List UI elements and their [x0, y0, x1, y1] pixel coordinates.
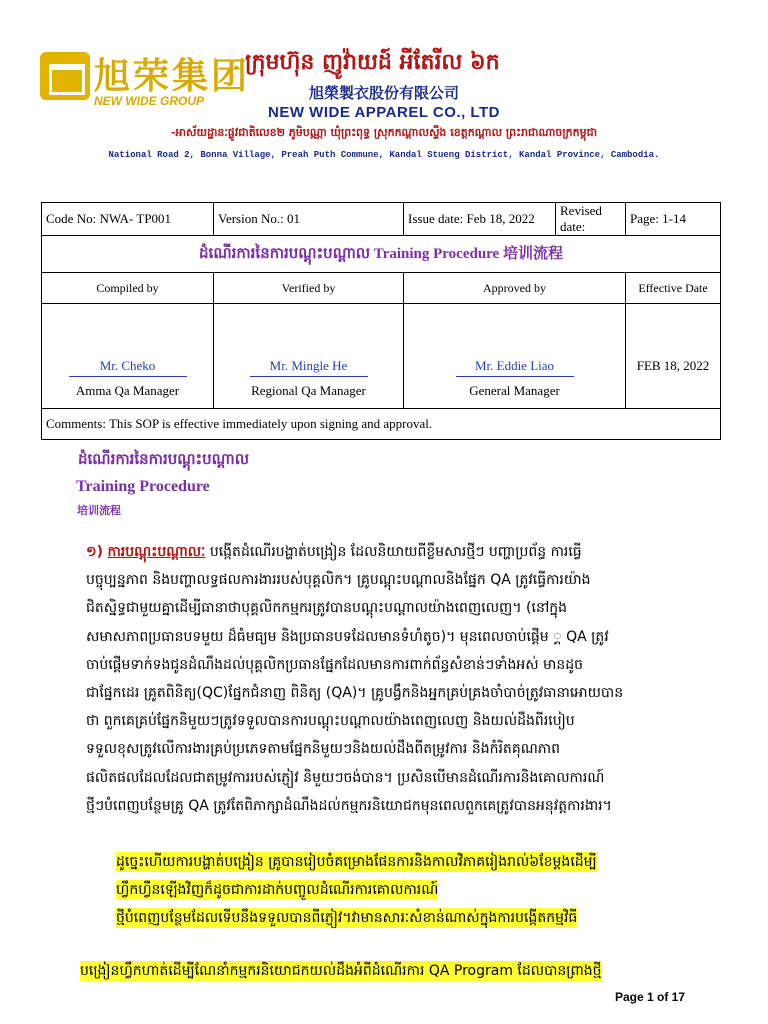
logo-english-text: NEW WIDE GROUP: [94, 94, 204, 108]
issue-date-cell: Issue date: Feb 18, 2022: [404, 203, 556, 236]
highlighted-text: ថ្មីបំពេញបន្ថែមដែលទើបនឹងទទួលបានពីភ្ញៀវ។វាមានសារៈសំខាន់ណាស់ក្នុងការបង្កើតកម្មវិធី: [116, 910, 578, 926]
company-name-english: NEW WIDE APPAREL CO., LTD: [268, 104, 500, 121]
code-number-cell: Code No: NWA- TP001: [42, 203, 214, 236]
compiled-by-role: Amma Qa Manager: [75, 383, 180, 398]
page-number: Page 1 of 17: [615, 990, 686, 1004]
approved-by-header: Approved by: [404, 273, 626, 304]
paragraph-line: ទទួលខុសត្រូវលើការងារគ្រប់ប្រភេទតាមផ្នែកនិមួយៗនិងយល់ដឹងពីតម្រូវការ និងកំរិតគុណភាព: [86, 741, 561, 758]
compiled-by-cell: [42, 304, 214, 409]
logo-chinese-text: 旭荣集团: [94, 56, 251, 97]
highlighted-line: [116, 908, 696, 929]
paragraph-line: ថា ពួកគេគ្រប់ផ្នែកនិមួយៗត្រូវទទួលបានការបណ្តុះបណ្តាលយ៉ាងពេញលេញ និងយល់ដឹងពីរបៀប: [86, 713, 575, 730]
highlighted-line: [116, 880, 696, 901]
section-heading-chinese: 培训流程: [77, 504, 121, 517]
highlighted-text: ហ្វឹកហ្វឺនឡើងវិញក៏ដូចជាការដាក់បញ្ចូលដំណើរការគោលការណ៍: [116, 882, 439, 898]
verified-by-cell: [214, 304, 404, 409]
comments-cell: Comments: This SOP is effective immediately upon signing and approval.: [42, 409, 721, 440]
table-row-meta: [42, 203, 721, 236]
approved-by-cell: [404, 304, 626, 409]
training-paragraph: [86, 538, 686, 820]
effective-date-value: FEB 18, 2022: [636, 358, 710, 373]
version-cell: Version No.: 01: [214, 203, 404, 236]
compiled-by-header: Compiled by: [42, 273, 214, 304]
verified-by-name: Mr. Mingle He: [250, 358, 368, 377]
document-control-table: [41, 202, 721, 440]
paragraph-line: សមាសភាពប្រធានបទមួយ ដ៏ធំមធ្យម និងប្រធានបទដែលមានទំហំតូច)។ មុនពេលចាប់ផ្តើម ្គ QA ត្រូវ: [86, 628, 609, 645]
highlighted-text: ដូច្នេះហើយការបង្ហាត់បង្រៀន គ្រូបានរៀបចំគម្រោងផែនការនិងកាលវិភាគរៀងរាល់៦ខែម្តងដើម្បី: [116, 854, 597, 870]
address-khmer: -អាស័យដ្ឋានៈផ្លូវជាតិលេខ២ ភូមិបណ្ណា ឃុំព្រះពុទ្ធ ស្រុកកណ្ដាលស្ទឹង ខេត្តកណ្ដាល ព្រះរាជាណាចក្រកម្ពុជា: [170, 126, 598, 139]
table-row-title: [42, 236, 721, 273]
paragraph-line: ថ្មីៗបំពេញបន្ថែមគ្រូ QA ត្រូវតែពិភាក្សាដំណឹងដល់កម្មករនិយោជកមុនពេលពួកគេត្រូវបានអនុវត្តការងារ។: [86, 797, 612, 814]
document-title-cell: ដំណើរការនៃការបណ្តុះបណ្តាល Training Procedure 培训流程: [42, 236, 721, 273]
paragraph-line: ចាប់ផ្តើមទាក់ទងជូនដំណឹងដល់បុគ្គលិកប្រធានផ្នែកដែលមានការពាក់ព័ន្ធសំខាន់ៗទាំងអស់ មានដូច: [86, 656, 584, 673]
table-row-signatures: [42, 304, 721, 409]
page-cell: Page: 1-14: [626, 203, 721, 236]
address-english: National Road 2, Bonna Village, Preah Puth Commune, Kandal Stueng District, Kandal Province, Cambodia.: [108, 150, 660, 160]
verified-by-role: Regional Qa Manager: [251, 383, 366, 398]
table-row-comments: [42, 409, 721, 440]
paragraph-first-line: [86, 538, 686, 566]
highlighted-line: [116, 852, 696, 873]
highlighted-text: បង្រៀនហ្វឹកហាត់ដើម្បីណែនាំកម្មករនិយោជកយល់ដឹងអំពីដំណើរការ QA Program ដែលបានព្រាងថ្មី: [80, 963, 602, 979]
approved-by-name: Mr. Eddie Liao: [456, 358, 574, 377]
paragraph-line-1: បង្កើតដំណើរបង្ហាត់បង្រៀន ដែលនិយាយពីខ្លឹមសារថ្មីៗ បញ្ហាប្រព័ន្ធ ការធ្វើ: [205, 544, 582, 560]
table-row-headers: [42, 273, 721, 304]
paragraph-line: បច្ចុប្បន្នភាព និងបញ្ហាលទ្ធផលការងាររបស់បុគ្គលិក។ គ្រូបណ្តុះបណ្តាលនិងផ្នែក QA ត្រូវធ្វើការយ៉ាង: [86, 572, 591, 589]
highlighted-line: [80, 961, 690, 982]
compiled-by-name: Mr. Cheko: [69, 358, 187, 377]
paragraph-term: ការបណ្តុះបណ្តាលៈ: [107, 544, 206, 560]
revised-date-cell: Revised date:: [556, 203, 626, 236]
effective-date-cell: [626, 304, 721, 409]
verified-by-header: Verified by: [214, 273, 404, 304]
company-name-chinese: 旭榮製衣股份有限公司: [308, 84, 459, 102]
section-heading-khmer: ដំណើរការនៃការបណ្តុះបណ្តាល: [78, 450, 250, 468]
company-name-khmer: ក្រុមហ៊ុន ញូវ៉ាយដ៍ អីតែរីល ៦ក: [245, 50, 500, 75]
section-heading-english: Training Procedure: [76, 478, 210, 495]
paragraph-line: ជិតស្និទ្ធជាមួយគ្នាដើម្បីធានាថាបុគ្គលិកកម្មករត្រូវបានបណ្តុះបណ្តាលយ៉ាងពេញលេញ។ (នៅក្នុង: [86, 600, 568, 617]
paragraph-line: ផលិតផលដែលដែលជាតម្រូវការរបស់ភ្ញៀវ និមួយៗចង់បាន។ ប្រសិនបើមានដំណើរការនិងគោលការណ៍: [86, 769, 605, 786]
paragraph-line: ជាផ្នែកដេរ គ្រូតពិនិត្យ(QC)ផ្នែកជំនាញ ពិនិត្យ (QA)។ គ្រូបង្វឹកនិងអ្នកគ្រប់គ្រងចាំបាច់ត្រូវធានាអោយបាន: [86, 684, 624, 701]
paragraph-number: ១): [86, 544, 103, 560]
approved-by-role: General Manager: [469, 383, 560, 398]
effective-date-header: Effective Date: [626, 273, 721, 304]
